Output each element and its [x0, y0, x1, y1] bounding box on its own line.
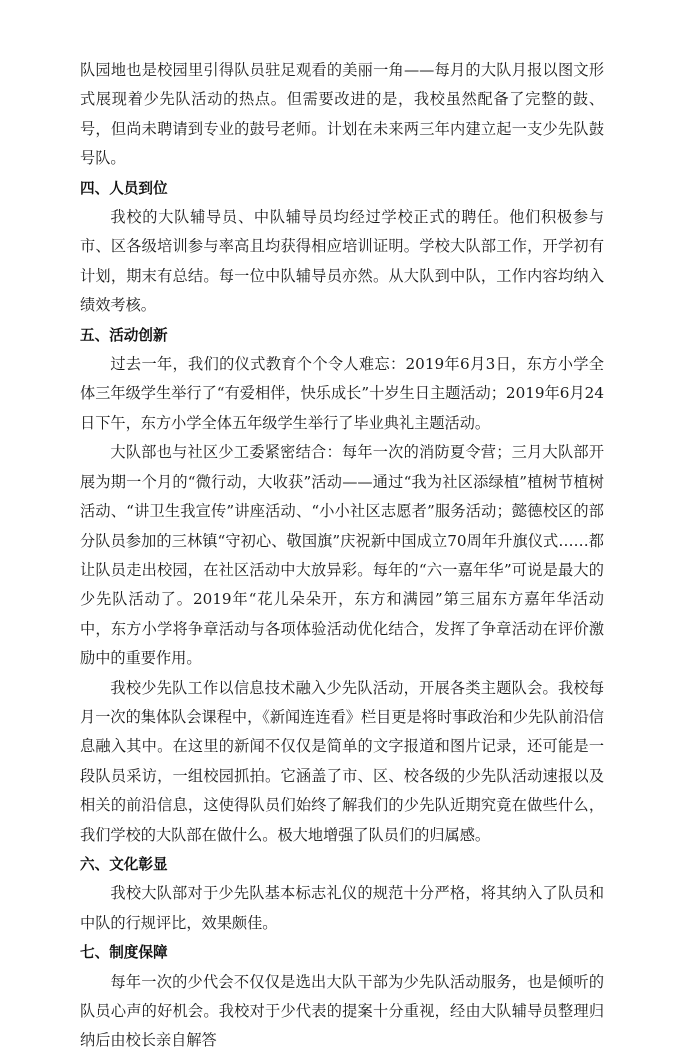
section-heading-activity-innovation: 五、活动创新	[80, 326, 168, 344]
community-paragraph: 大队部也与社区少工委紧密结合：每年一次的消防夏令营；三月大队部开展为期一个月的“微行动，大收获”活动——通过“我为社区添绿植”植树节植树活动、“讲卫生我宣传”讲座活动、“小小社区志愿者”服务活动；懿德校区的部分队员参加的三林镇“守初心、敬国旗”庆祝新中国成立70周年升旗仪式……都让队员走出校园，在社区活动中大放异彩。每年的“六一嘉年华”可说是最大的少先队活动了。2019年“花儿朵朵开，东方和满园”第三届东方嘉年华活动中，东方小学将争章活动与各项体验活动优化结合，发挥了争章活动在评价激励中的重要作用。	[80, 443, 604, 668]
section-heading-staffing: 四、人员到位	[80, 179, 168, 197]
staffing-paragraph: 我校的大队辅导员、中队辅导员均经过学校正式的聘任。他们积极参与市、区各级培训参与率高且均获得相应培训证明。学校大队部工作，开学初有计划，期末有总结。每一位中队辅导员亦然。从大队到中队，工作内容均纳入绩效考核。	[80, 208, 604, 315]
system-paragraph: 每年一次的少代会不仅仅是选出大队干部为少先队活动服务，也是倾听的队员心声的好机会。我校对于少代表的提案十分重视，经由大队辅导员整理归纳后由校长亲自解答	[80, 972, 604, 1050]
it-integration-paragraph: 我校少先队工作以信息技术融入少先队活动，开展各类主题队会。我校每月一次的集体队会课程中，《新闻连连看》栏目更是将时事政治和少先队前沿信息融入其中。在这里的新闻不仅仅是简单的文字报道和图片记录，还可能是一段队员采访，一组校园抓拍。它涵盖了市、区、校各级的少先队活动速报以及相关的前沿信息，这使得队员们始终了解我们的少先队近期究竟在做些什么，我们学校的大队部在做什么。极大地增强了队员们的归属感。	[80, 678, 604, 844]
section-heading-culture: 六、文化彰显	[80, 855, 168, 873]
culture-paragraph: 我校大队部对于少先队基本标志礼仪的规范十分严格，将其纳入了队员和中队的行规评比，效果颇佳。	[80, 884, 604, 932]
ceremony-paragraph: 过去一年，我们的仪式教育个个令人难忘：2019年6月3日，东方小学全体三年级学生举行了“有爱相伴，快乐成长”十岁生日主题活动；2019年6月24日下午，东方小学全体五年级学生举行了毕业典礼主题活动。	[80, 355, 604, 432]
intro-paragraph: 队园地也是校园里引得队员驻足观看的美丽一角——每月的大队月报以图文形式展现着少先队活动的热点。但需要改进的是，我校虽然配备了完整的鼓、号，但尚未聘请到专业的鼓号老师。计划在未来两三年内建立起一支少先队鼓号队。	[80, 61, 604, 168]
section-heading-system-guarantee: 七、制度保障	[80, 944, 168, 962]
